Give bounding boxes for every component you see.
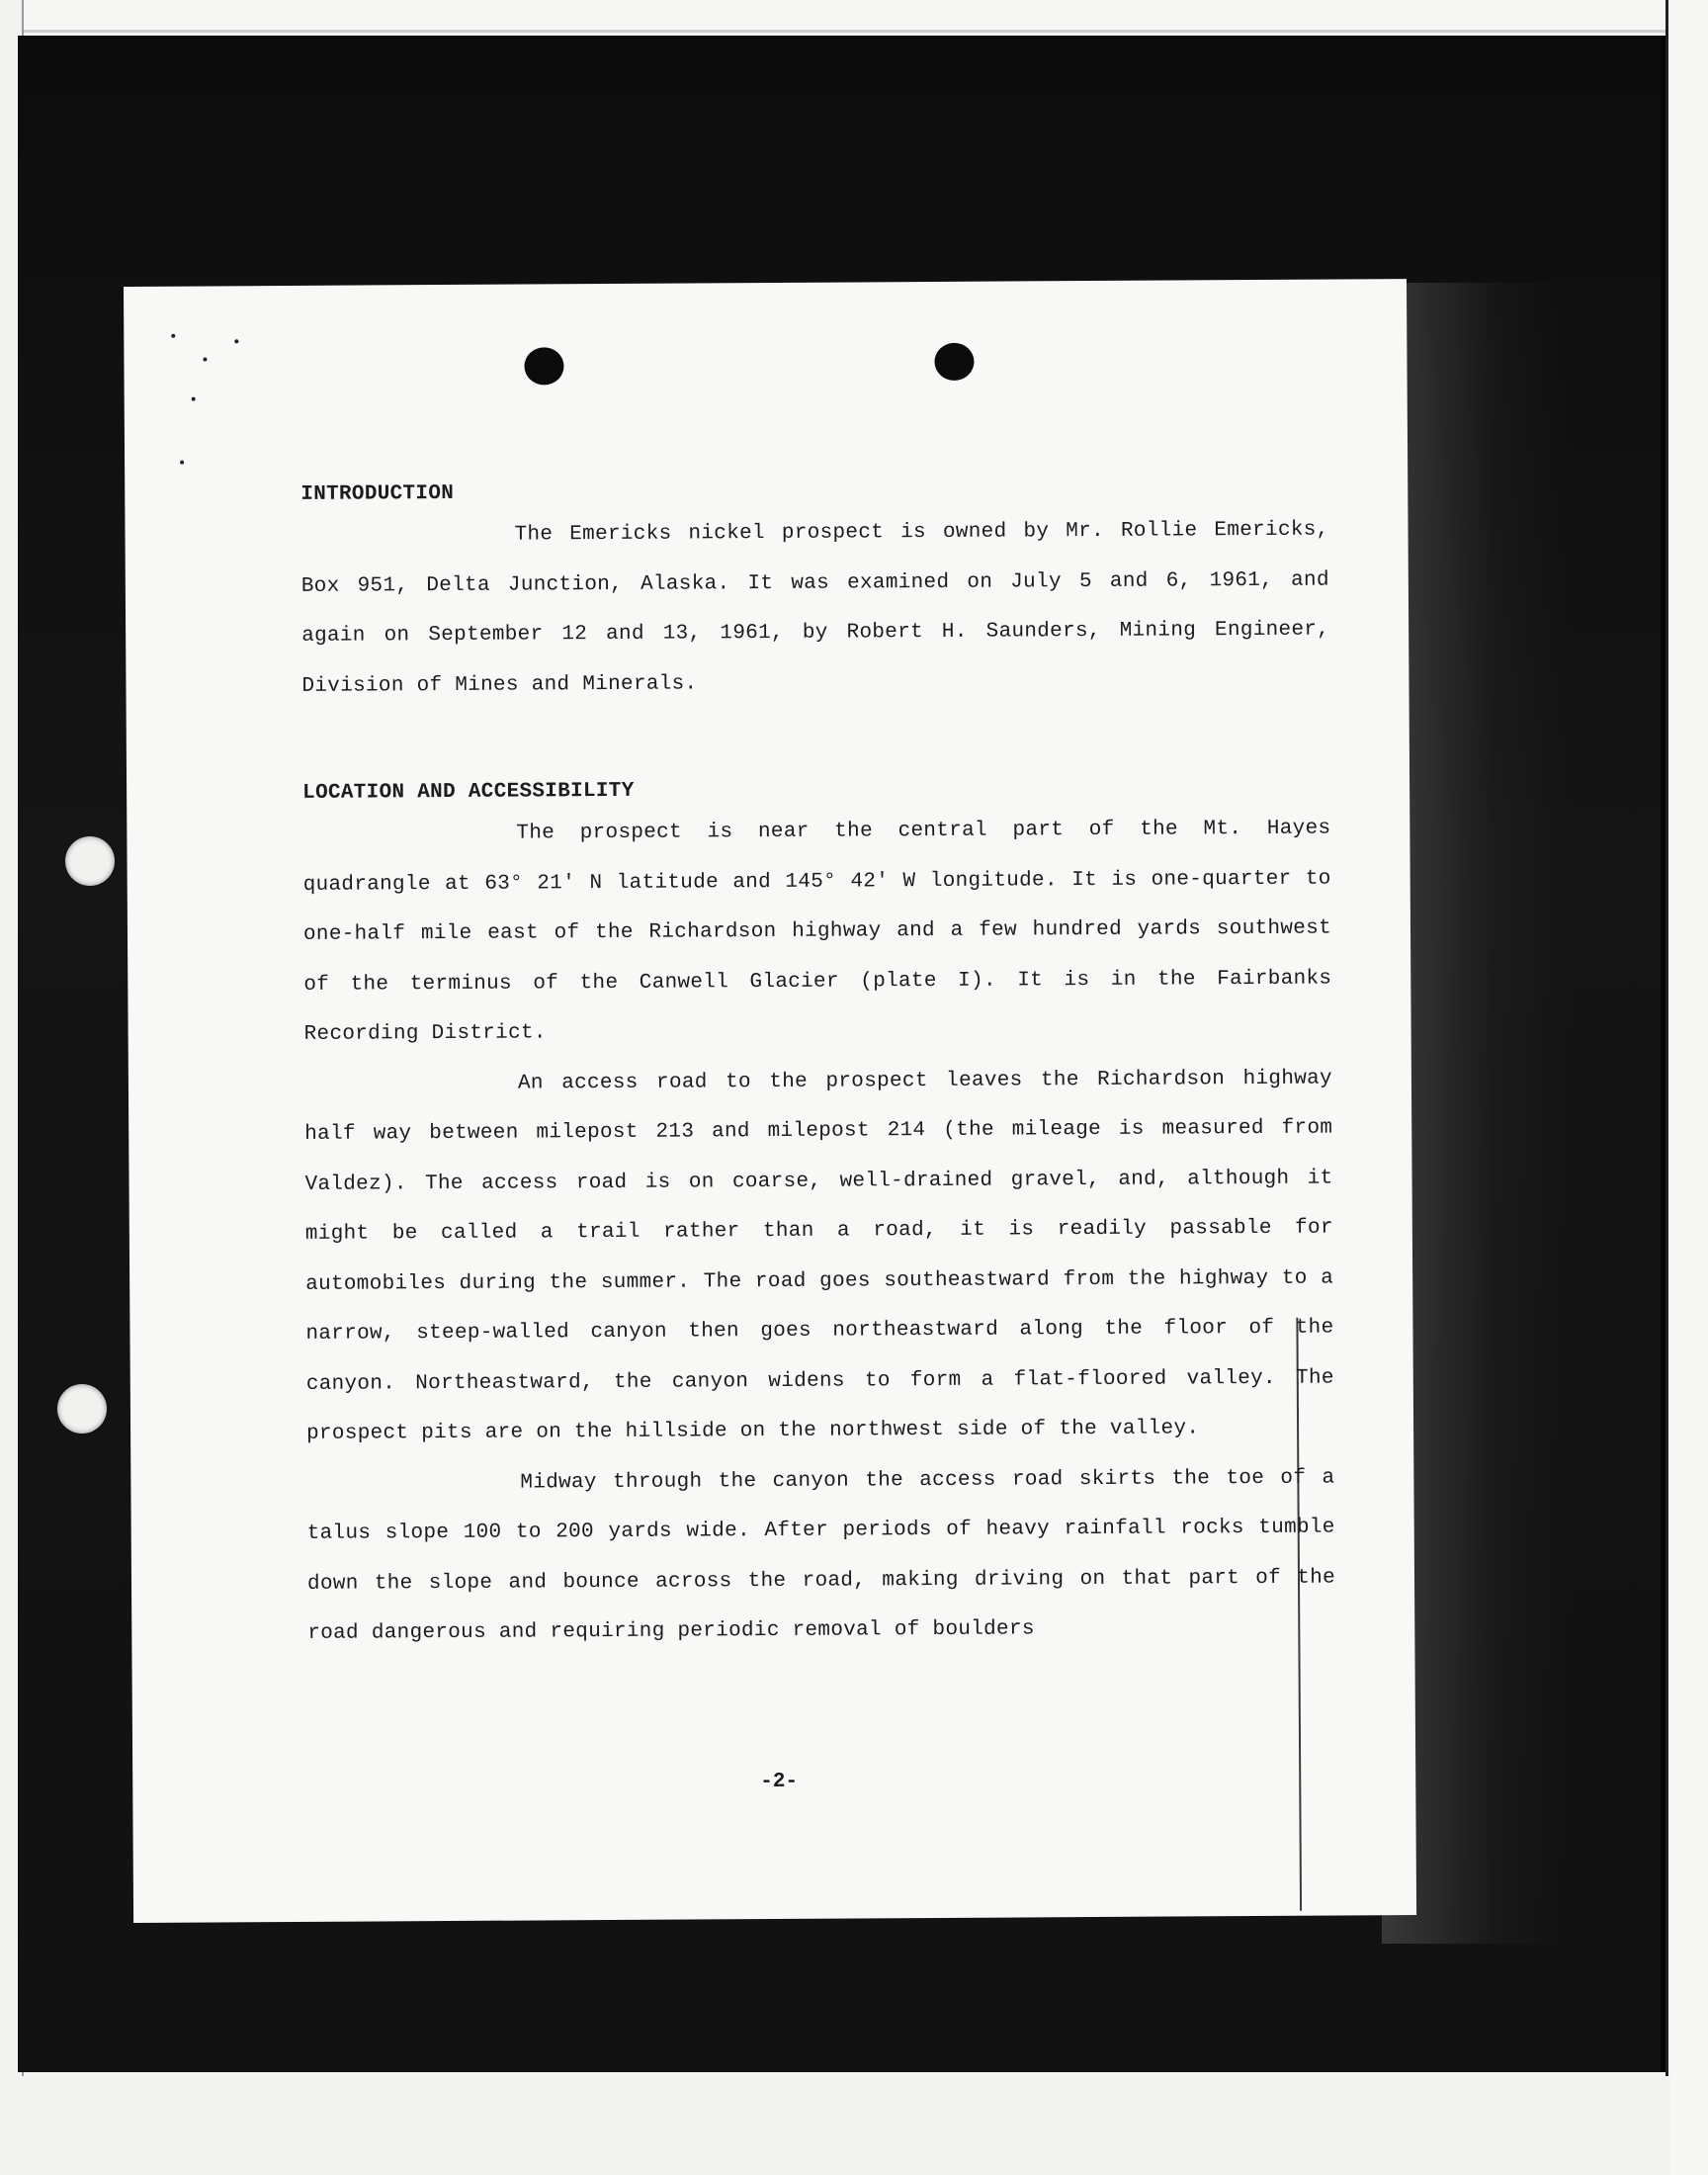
document-body <box>300 473 1335 1660</box>
paragraph: The prospect is near the central part of the Mt. Hayes quadrangle at 63° 21' N latitude and 145° 42' W longitude. It is one-quarter to one-half mile east of the Richardson highway and a few hundred yards southwest of the terminus of the Canwell Glacier (plate I). It is in the Fairbanks Recording District. <box>302 817 1332 1046</box>
document-page <box>124 279 1416 1923</box>
page-number: -2- <box>760 1770 799 1794</box>
scan-right-margin <box>1665 0 1708 2175</box>
section-introduction <box>300 473 1329 712</box>
dust-speck <box>192 397 196 401</box>
scan-bottom-margin <box>0 2076 1670 2175</box>
section-heading: LOCATION AND ACCESSIBILITY <box>302 779 635 805</box>
paragraph: Midway through the canyon the access road skirts the toe of a talus slope 100 to 200 yards wide. After periods of heavy rainfall rocks tumble down the slope and bounce across the road, making driving on that part of the road dangerous and requiring periodic removal of boulders <box>306 1466 1336 1645</box>
dust-speck <box>234 339 238 343</box>
scan-top-margin <box>0 0 1708 33</box>
paragraph: An access road to the prospect leaves the Richardson highway half way between milepost 213 and milepost 214 (the mileage is measured from Valdez). The access road is on coarse, well-drained gravel, and, although it might be called a trail rather than a road, it is readily passable for automobiles during the summer. The road goes southeastward from the highway to a narrow, steep-walled canyon then goes northeastward along the floor of the canyon. Northeastward, the canyon widens to form a flat-floored valley. The prospect pits are on the hillside on the northwest side of the valley. <box>304 1067 1334 1445</box>
paragraph: The Emericks nickel prospect is owned by Mr. Rollie Emericks, Box 951, Delta Junction, Alaska. It was examined on July 5 and 6, 1961, and again on September 12 and 13, 1961, by Robert H. Saunders, Mining Engineer, Division of Mines and Minerals. <box>300 518 1330 698</box>
section-location-accessibility <box>302 771 1335 1660</box>
dust-speck <box>180 461 184 465</box>
section-heading: INTRODUCTION <box>300 481 455 506</box>
dust-speck <box>203 357 207 361</box>
punch-hole-right <box>934 343 974 381</box>
dust-speck <box>171 334 175 338</box>
binder-hole-lower <box>57 1384 107 1434</box>
binder-hole-upper <box>65 836 115 886</box>
punch-hole-left <box>524 347 563 385</box>
